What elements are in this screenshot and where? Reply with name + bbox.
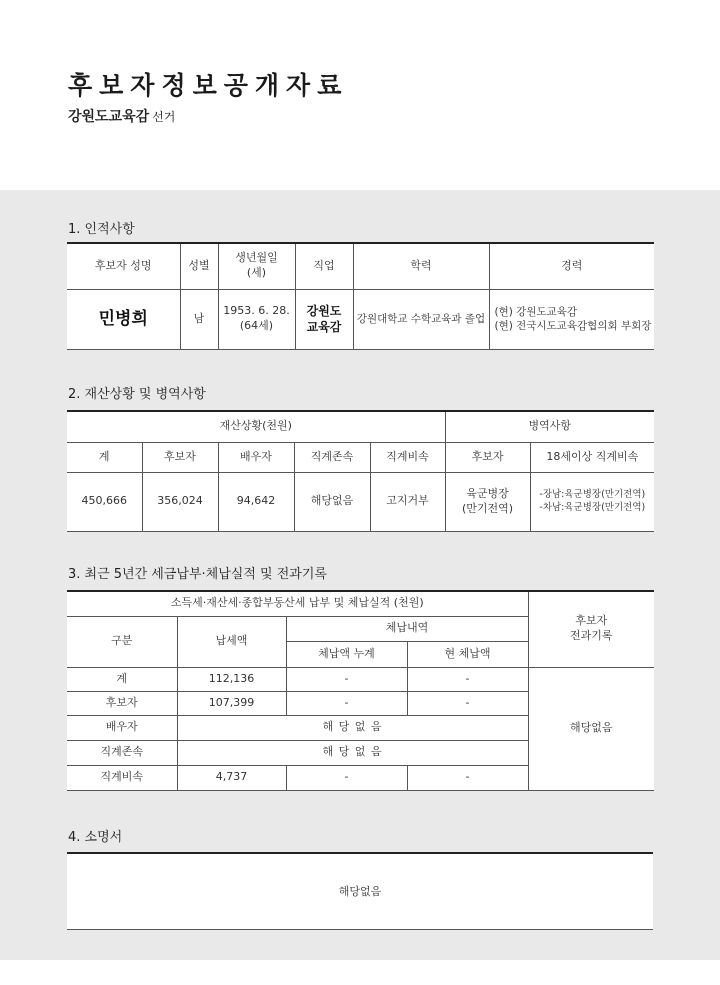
header-birth: 생년월일 (세): [218, 243, 295, 289]
row-label: 후보자: [67, 691, 177, 715]
career-item-1: (현) 강원도교육감: [494, 305, 578, 318]
personal-info-table: [67, 242, 654, 350]
page-subtitle: [68, 106, 175, 126]
col-arrears: 체납내역: [286, 616, 528, 641]
election-name: 강원도교육감: [68, 109, 150, 125]
page-title: 후보자정보공개자료: [68, 71, 349, 100]
asset-candidate: 356,024: [142, 472, 218, 531]
job-line1: 강원도: [306, 303, 342, 318]
section3-heading: 3. 최근 5년간 세금납부·체납실적 및 전과기록: [68, 567, 327, 582]
row-paid: 4,737: [177, 765, 286, 790]
asset-descendant: 고지거부: [370, 472, 445, 531]
statement-box: 해당없음: [67, 852, 653, 930]
career-item-2: (현) 전국시도교육감협의회 부회장: [494, 320, 652, 332]
mil-candidate-1: 육군병장: [466, 486, 509, 500]
row-label: 직계존속: [67, 740, 177, 765]
section1-heading: 1. 인적사항: [68, 222, 135, 237]
row-label: 계: [67, 667, 177, 691]
tax-crime-table: [67, 590, 654, 791]
header-job: 직업: [295, 243, 353, 289]
header-career: 경력: [489, 243, 654, 289]
mil-candidate: [445, 472, 530, 531]
asset-header: 재산상황(천원): [67, 411, 445, 442]
col-mil-candidate: 후보자: [445, 442, 530, 472]
job-line2: 교육감: [306, 320, 342, 334]
row-label: 직계비속: [67, 765, 177, 790]
asset-total: 450,666: [67, 472, 142, 531]
candidate-gender: 남: [180, 289, 218, 349]
row-arrears-total: -: [286, 765, 407, 790]
crime-header-2: 전과기록: [570, 629, 613, 643]
col-arrears-total: 체납액 누계: [286, 641, 407, 667]
row-arrears-total: -: [286, 667, 407, 691]
row-arrears-current: -: [407, 765, 528, 790]
row-arrears-current: -: [407, 691, 528, 715]
tax-header: 소득세·재산세·종합부동산세 납부 및 체납실적 (천원): [67, 591, 528, 616]
col-arrears-current: 현 체납액: [407, 641, 528, 667]
mil-children-2: -차남:육군병장(만기전역): [539, 501, 646, 513]
col-candidate: 후보자: [142, 442, 218, 472]
col-descendant: 직계비속: [370, 442, 445, 472]
row-arrears-total: -: [286, 691, 407, 715]
row-merged: 해 당 없 음: [177, 740, 528, 765]
birth-date: 1953. 6. 28.: [223, 304, 290, 318]
birth-age: (64세): [239, 319, 274, 332]
military-header: 병역사항: [445, 411, 654, 442]
col-ascendant: 직계존속: [294, 442, 370, 472]
crime-header-1: 후보자: [575, 614, 608, 628]
section2-heading: 2. 재산상황 및 병역사항: [68, 387, 206, 402]
col-paid: 납세액: [177, 616, 286, 667]
asset-spouse: 94,642: [218, 472, 294, 531]
col-total: 계: [67, 442, 142, 472]
row-paid: 112,136: [177, 667, 286, 691]
section4-heading: 4. 소명서: [68, 830, 123, 845]
col-mil-children: 18세이상 직계비속: [530, 442, 654, 472]
header-name: 후보자 성명: [67, 243, 180, 289]
candidate-education: 강원대학교 수학교육과 졸업: [353, 289, 489, 349]
mil-children: [530, 472, 654, 531]
candidate-name: 민병희: [67, 289, 180, 349]
row-merged: 해 당 없 음: [177, 715, 528, 740]
crime-header: [528, 591, 654, 667]
election-suffix: 선거: [152, 110, 176, 124]
row-paid: 107,399: [177, 691, 286, 715]
asset-military-table: [67, 410, 654, 532]
candidate-career: [489, 289, 654, 349]
row-label: 배우자: [67, 715, 177, 740]
col-category: 구분: [67, 616, 177, 667]
candidate-birth: [218, 289, 295, 349]
row-arrears-current: -: [407, 667, 528, 691]
col-spouse: 배우자: [218, 442, 294, 472]
mil-candidate-2: (만기전역): [462, 501, 514, 515]
crime-record: 해당없음: [528, 667, 654, 790]
header-education: 학력: [353, 243, 489, 289]
asset-ascendant: 해당없음: [294, 472, 370, 531]
header-gender: 성별: [180, 243, 218, 289]
candidate-job: [295, 289, 353, 349]
mil-children-1: -장남:육군병장(만기전역): [539, 488, 646, 500]
